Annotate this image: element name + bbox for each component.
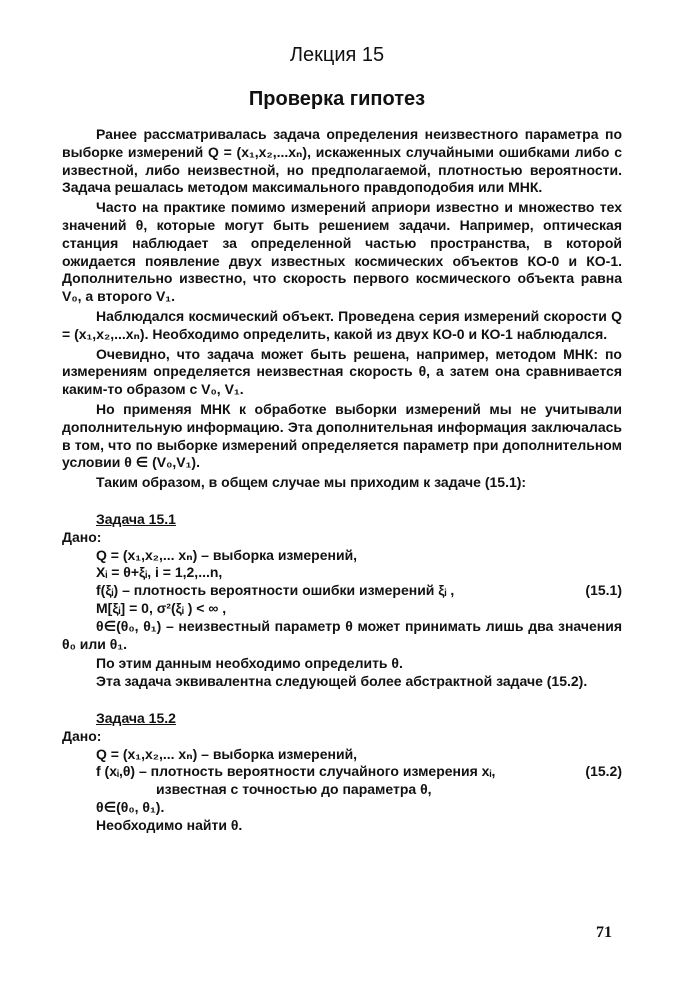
task-15-1-line-3: f(ξᵢ) – плотность вероятности ошибки измерений ξᵢ , [96, 582, 455, 599]
lecture-number: Лекция 15 [289, 44, 385, 66]
task-15-1-line-1: Q = (x₁,x₂,... xₙ) – выборка измерений, [96, 546, 358, 563]
page-number: 71 [596, 924, 612, 941]
task-15-1-line-5: θ∈(θ₀, θ₁) – неизвестный параметр θ может принимать лишь два значения θ₀ или θ₁. [62, 617, 622, 652]
task-15-1-title: Задача 15.1 [96, 510, 176, 527]
body-text [62, 126, 622, 834]
paragraph-3: Наблюдался космический объект. Проведена серия измерений скорости Q = (x₁,x₂,...xₙ). Необходимо определить, какой из двух КО-0 и КО-1 наблюдался. [62, 307, 622, 342]
paragraph-4: Очевидно, что задача может быть решена, например, методом МНК: по измерениям определяется неизвестная скорость θ, а затем она сравнивается каким-то образом с V₀, V₁. [62, 345, 622, 398]
paragraph-6: Таким образом, в общем случае мы приходим к задаче (15.1): [96, 474, 527, 491]
paragraph-5: Но применяя МНК к обработке выборки измерений мы не учитывали дополнительную информацию. Эта дополнительная информация заключалась в том, что по выборке измерений определяется параметр при дополнительном условии θ ∈ (V₀,V₁). [62, 400, 622, 471]
page-title: Проверка гипотез [248, 88, 426, 110]
equation-number-15-2: (15.2) [585, 763, 622, 780]
equation-number-15-1: (15.1) [585, 582, 622, 599]
paragraph-1: Ранее рассматривалась задача определения неизвестного параметра по выборке измерений Q = (x₁,x₂,...xₙ), искаженных случайными ошибками либо с известной, либо неизвестной, но предполагаемой, плотностью вероятности. Задача решалась методом максимального правдоподобия или МНК. [62, 126, 622, 196]
task-15-2-line-5: Необходимо найти θ. [96, 816, 243, 833]
task-15-1-line-7: Эта задача эквивалентна следующей более абстрактной задаче (15.2). [96, 673, 588, 690]
task-15-2-title: Задача 15.2 [96, 709, 176, 726]
task-15-2-equation-row [96, 763, 622, 781]
task-15-1-line-2: Xᵢ = θ+ξᵢ, i = 1,2,...n, [96, 564, 223, 581]
task-15-2-line-4: θ∈(θ₀, θ₁). [96, 798, 165, 815]
task-15-2-line-1: Q = (x₁,x₂,... xₙ) – выборка измерений, [96, 745, 358, 762]
task-15-1-equation-row [96, 582, 622, 600]
task-15-1-line-4: M[ξᵢ] = 0, σ²(ξᵢ ) < ∞ , [96, 599, 227, 616]
task-15-1-line-6: По этим данным необходимо определить θ. [96, 655, 403, 672]
task-15-1 [62, 511, 622, 691]
task-15-2 [62, 710, 622, 835]
task-15-1-given: Дано: [62, 528, 102, 545]
task-15-2-line-2: f (xᵢ,θ) – плотность вероятности случайного измерения xᵢ, [96, 763, 496, 780]
paragraph-2: Часто на практике помимо измерений априори известно и множество тех значений θ, которые могут быть решением задачи. Например, оптическая станция наблюдает за определенной частью пространства, в которой ожидается появление двух известных космических объектов КО-0 и КО-1. Дополнительно известно, что скорость первого космического объекта равна V₀, а второго V₁. [62, 199, 622, 305]
task-15-2-given: Дано: [62, 727, 102, 744]
task-15-2-line-3: известная с точностью до параметра θ, [156, 781, 432, 798]
